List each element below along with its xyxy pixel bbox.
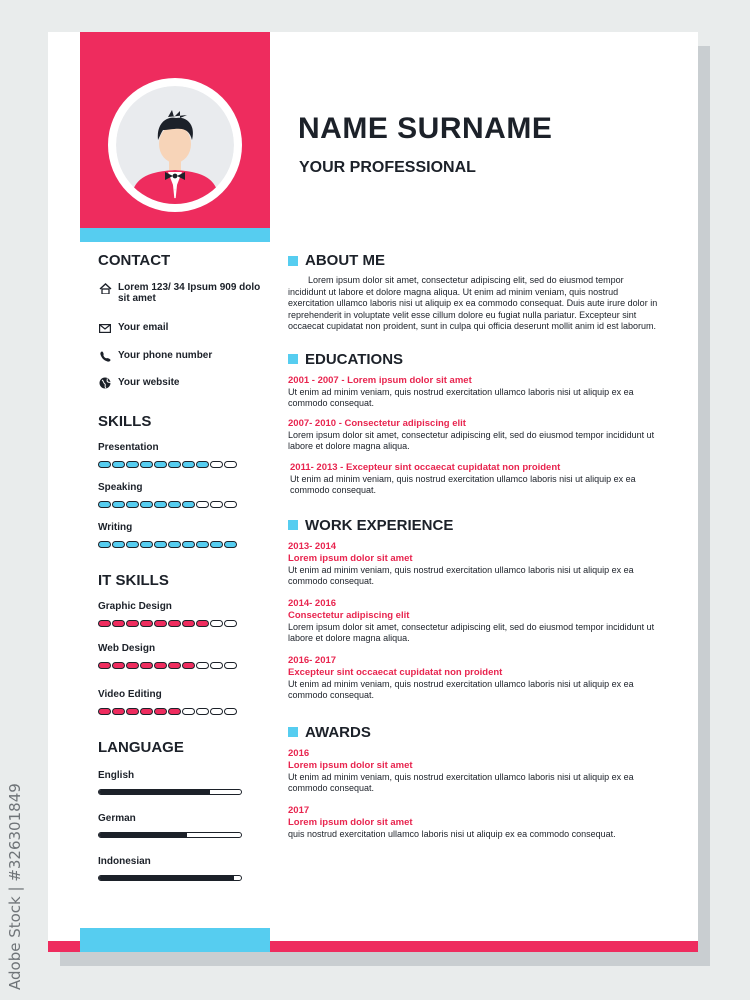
rating-pill-filled <box>112 461 125 468</box>
educations-title: EDUCATIONS <box>305 350 404 368</box>
rating-pill-filled <box>140 708 153 715</box>
education-text: Ut enim ad minim veniam, quis nostrud exercitation ullamco laboris nisi ut aliquip ex ea commodo consequat. <box>288 386 634 408</box>
contact-email-text: Your email <box>118 322 169 333</box>
rating-pill-filled <box>168 708 181 715</box>
section-marker <box>288 520 298 530</box>
rating-pill-filled <box>98 708 111 715</box>
work-entry <box>288 598 658 645</box>
rating-pill-empty <box>182 708 195 715</box>
rating-pill-empty <box>224 461 237 468</box>
language-item <box>98 813 278 838</box>
rating-pill-filled <box>98 662 111 669</box>
language-level-bar <box>98 789 242 795</box>
language-label: Indonesian <box>98 856 151 867</box>
it-skill-rating <box>98 708 278 715</box>
rating-pill-filled <box>112 662 125 669</box>
rating-pill-empty <box>196 501 209 508</box>
award-text: Ut enim ad minim veniam, quis nostrud exercitation ullamco laboris nisi ut aliquip ex ea commodo consequat. <box>288 771 634 793</box>
contact-email <box>98 322 278 334</box>
educations-heading <box>288 351 658 368</box>
award-title: Lorem ipsum dolor sit amet <box>288 816 413 828</box>
rating-pill-filled <box>168 541 181 548</box>
rating-pill-empty <box>210 501 223 508</box>
rating-pill-filled <box>112 541 125 548</box>
awards-title: AWARDS <box>305 723 371 741</box>
footer-blue-bar <box>80 928 270 952</box>
education-heading: 2011- 2013 - Excepteur sint occaecat cupidatat non proident <box>290 461 561 473</box>
it-skill-label: Video Editing <box>98 689 162 700</box>
rating-pill-empty <box>224 501 237 508</box>
language-level-fill <box>99 876 234 880</box>
contact-address <box>98 282 278 304</box>
rating-pill-filled <box>140 541 153 548</box>
rating-pill-filled <box>126 708 139 715</box>
rating-pill-empty <box>224 620 237 627</box>
rating-pill-filled <box>154 708 167 715</box>
work-text: Ut enim ad minim veniam, quis nostrud exercitation ullamco laboris nisi ut aliquip ex ea commodo consequat. <box>288 678 634 700</box>
rating-pill-filled <box>126 501 139 508</box>
language-item <box>98 856 278 881</box>
rating-pill-empty <box>196 708 209 715</box>
skill-rating <box>98 461 278 468</box>
avatar <box>116 86 234 204</box>
rating-pill-empty <box>224 708 237 715</box>
rating-pill-filled <box>182 541 195 548</box>
rating-pill-filled <box>140 662 153 669</box>
rating-pill-filled <box>154 461 167 468</box>
rating-pill-filled <box>168 461 181 468</box>
left-column <box>98 252 278 881</box>
rating-pill-empty <box>210 662 223 669</box>
stock-watermark: Adobe Stock | #326301849 <box>6 783 24 990</box>
rating-pill-filled <box>168 662 181 669</box>
phone-icon <box>98 350 112 362</box>
rating-pill-filled <box>98 620 111 627</box>
rating-pill-filled <box>140 501 153 508</box>
contact-title: CONTACT <box>98 252 171 269</box>
work-title: WORK EXPERIENCE <box>305 516 454 534</box>
rating-pill-filled <box>126 662 139 669</box>
education-entry <box>288 418 658 453</box>
rating-pill-filled <box>182 501 195 508</box>
award-year: 2016 <box>288 747 310 759</box>
rating-pill-empty <box>224 662 237 669</box>
work-text: Ut enim ad minim veniam, quis nostrud exercitation ullamco laboris nisi ut aliquip ex ea commodo consequat. <box>288 564 634 586</box>
language-label: German <box>98 813 136 824</box>
award-text: quis nostrud exercitation ullamco laboris nisi ut aliquip ex ea commodo consequat. <box>288 828 616 839</box>
awards-heading <box>288 724 658 741</box>
resume-sheet <box>48 32 698 952</box>
rating-pill-empty <box>210 461 223 468</box>
section-marker <box>288 354 298 364</box>
rating-pill-filled <box>182 461 195 468</box>
rating-pill-filled <box>168 620 181 627</box>
rating-pill-filled <box>196 620 209 627</box>
rating-pill-filled <box>112 708 125 715</box>
rating-pill-filled <box>182 620 195 627</box>
education-entry <box>288 462 658 497</box>
skill-label: Speaking <box>98 482 143 493</box>
globe-icon <box>98 377 112 389</box>
skill-item <box>98 522 278 548</box>
it-skill-label: Web Design <box>98 643 156 654</box>
rating-pill-filled <box>196 541 209 548</box>
education-heading: 2001 - 2007 - Lorem ipsum dolor sit amet <box>288 374 472 386</box>
skill-item <box>98 482 278 508</box>
contact-website-text: Your website <box>118 377 180 388</box>
rating-pill-filled <box>98 461 111 468</box>
work-text: Lorem ipsum dolor sit amet, consectetur adipiscing elit, sed do eiusmod tempor incididunt ut labore et dolore magna aliqua. <box>288 621 655 643</box>
language-level-fill <box>99 790 210 794</box>
rating-pill-empty <box>210 620 223 627</box>
rating-pill-filled <box>112 501 125 508</box>
rating-pill-filled <box>126 541 139 548</box>
work-role: Consectetur adipiscing elit <box>288 609 410 621</box>
it-skill-item <box>98 601 278 627</box>
rating-pill-filled <box>182 662 195 669</box>
rating-pill-filled <box>98 541 111 548</box>
rating-pill-filled <box>154 541 167 548</box>
it-skill-label: Graphic Design <box>98 601 172 612</box>
language-level-bar <box>98 832 242 838</box>
rating-pill-empty <box>196 662 209 669</box>
photo-accent-strip <box>80 228 270 242</box>
about-text: Lorem ipsum dolor sit amet, consectetur adipiscing elit, sed do eiusmod tempor incididunt ut labore et dolore magna aliqua. Ut enim ad minim veniam, quis nostrud exercitation ullamco laboris nisi ut aliquip ex ea commodo consequat. Duis aute irure dolor in reprehenderit in voluptate velit esse cillum dolore eu fugiat nulla pariatur. Excepteur sint occaecat cupidatat non proident, sunt in culpa qui officia deserunt mollit anim id est laborum. <box>288 275 658 331</box>
rating-pill-filled <box>210 541 223 548</box>
it-skills-title: IT SKILLS <box>98 572 169 589</box>
contact-address-text: Lorem 123/ 34 Ipsum 909 dolo sit amet <box>118 282 261 304</box>
language-level-fill <box>99 833 187 837</box>
language-label: English <box>98 770 135 781</box>
it-skill-rating <box>98 620 278 627</box>
rating-pill-filled <box>168 501 181 508</box>
skill-rating <box>98 541 278 548</box>
rating-pill-filled <box>154 501 167 508</box>
award-entry <box>288 748 658 795</box>
education-entry <box>288 375 658 410</box>
profession-subtitle: YOUR PROFESSIONAL <box>299 159 476 176</box>
rating-pill-filled <box>140 620 153 627</box>
award-year: 2017 <box>288 804 310 816</box>
work-role: Lorem ipsum dolor sit amet <box>288 552 413 564</box>
award-title: Lorem ipsum dolor sit amet <box>288 759 413 771</box>
education-text: Lorem ipsum dolor sit amet, consectetur adipiscing elit, sed do eiusmod tempor incididunt ut labore et dolore magna aliqua. <box>288 429 655 451</box>
skill-label: Writing <box>98 522 133 533</box>
mail-icon <box>98 322 112 334</box>
rating-pill-filled <box>154 620 167 627</box>
skill-item <box>98 442 278 468</box>
about-heading <box>288 252 658 269</box>
name-title: NAME SURNAME <box>298 112 553 145</box>
language-title: LANGUAGE <box>98 739 184 756</box>
home-icon <box>98 282 112 294</box>
work-years: 2016- 2017 <box>288 654 337 666</box>
skills-title: SKILLS <box>98 413 152 430</box>
rating-pill-filled <box>98 501 111 508</box>
it-skill-rating <box>98 662 278 669</box>
contact-website <box>98 377 278 389</box>
skill-rating <box>98 501 278 508</box>
award-entry <box>288 805 658 841</box>
about-title: ABOUT ME <box>305 252 385 269</box>
work-entry <box>288 541 658 588</box>
contact-phone-text: Your phone number <box>118 350 213 361</box>
rating-pill-filled <box>140 461 153 468</box>
work-entry <box>288 655 658 702</box>
skill-label: Presentation <box>98 442 159 453</box>
it-skill-item <box>98 643 278 669</box>
rating-pill-filled <box>112 620 125 627</box>
rating-pill-filled <box>196 461 209 468</box>
rating-pill-filled <box>224 541 237 548</box>
rating-pill-empty <box>210 708 223 715</box>
education-text: Ut enim ad minim veniam, quis nostrud exercitation ullamco laboris nisi ut aliquip ex ea commodo consequat. <box>290 473 636 495</box>
work-years: 2014- 2016 <box>288 597 337 609</box>
work-role: Excepteur sint occaecat cupidatat non proident <box>288 666 503 678</box>
right-column <box>288 252 658 840</box>
work-years: 2013- 2014 <box>288 540 337 552</box>
language-item <box>98 770 278 795</box>
language-level-bar <box>98 875 242 881</box>
it-skill-item <box>98 689 278 715</box>
education-heading: 2007- 2010 - Consectetur adipiscing elit <box>288 417 466 429</box>
rating-pill-filled <box>154 662 167 669</box>
contact-phone <box>98 350 278 362</box>
work-heading <box>288 517 658 534</box>
section-marker <box>288 727 298 737</box>
rating-pill-filled <box>126 461 139 468</box>
rating-pill-filled <box>126 620 139 627</box>
section-marker <box>288 256 298 266</box>
